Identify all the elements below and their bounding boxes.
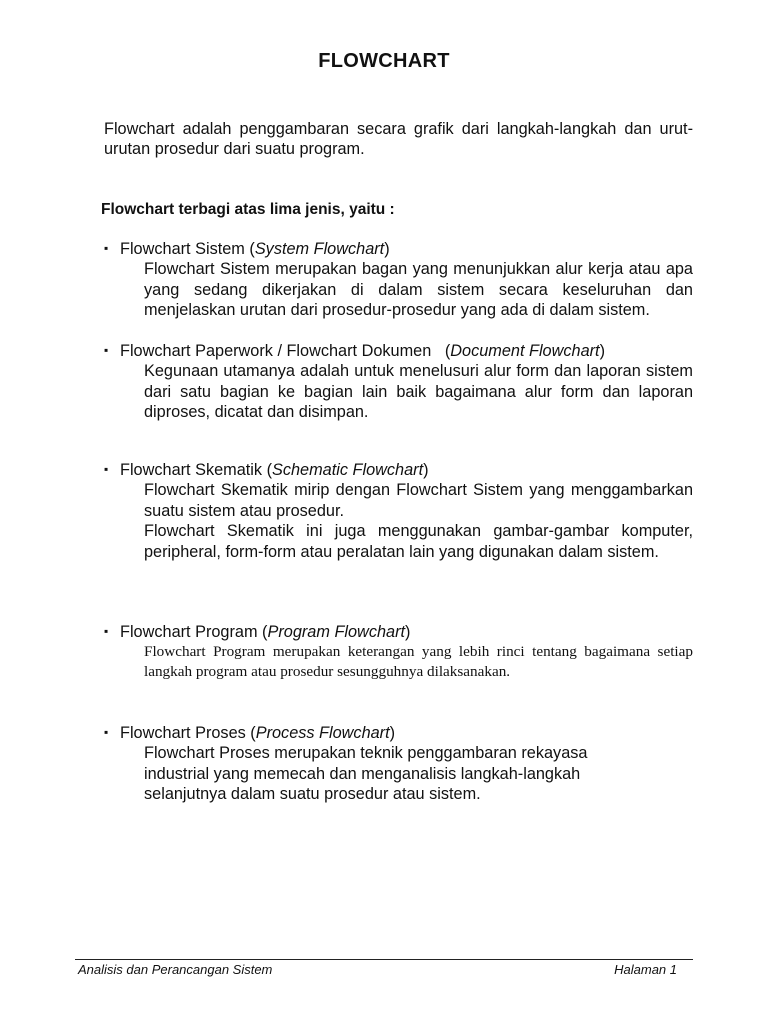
footer-divider [75, 959, 693, 960]
list-item-description: Flowchart Skematik mirip dengan Flowchart Sistem yang menggambarkan suatu sistem atau prosedur. Flowchart Skematik ini juga menggunakan gambar-gambar komputer, peripheral, form-form atau peralatan lain yang digunakan dalam sistem. [144, 481, 693, 561]
list-item-title: ▪ Flowchart Paperwork / Flowchart Dokumen (Document Flowchart) [104, 342, 605, 360]
bullet-icon: ▪ [104, 462, 109, 476]
bullet-icon: ▪ [104, 343, 109, 357]
list-item-description: Kegunaan utamanya adalah untuk menelusuri alur form dan laporan sistem dari satu bagian ke bagian lain baik bagaimana alur form dan laporan diproses, dicatat dan disimpan. [144, 362, 693, 421]
page-title: FLOWCHART [318, 50, 450, 72]
list-item-title: ▪ Flowchart Skematik (Schematic Flowchart) [104, 461, 429, 479]
intro-paragraph: Flowchart adalah penggambaran secara grafik dari langkah-langkah dan urut-urutan prosedur dari suatu program. [104, 120, 693, 158]
list-item-system-flowchart [104, 238, 693, 321]
list-item-program-flowchart [104, 621, 693, 682]
list-item-title: ▪ Flowchart Program (Program Flowchart) [104, 623, 411, 641]
list-item-title: ▪ Flowchart Sistem (System Flowchart) [104, 240, 390, 258]
footer-document-title: Analisis dan Perancangan Sistem [78, 962, 273, 977]
bullet-icon: ▪ [104, 725, 109, 739]
section-heading: Flowchart terbagi atas lima jenis, yaitu : [101, 201, 395, 218]
list-item-title: ▪ Flowchart Proses (Process Flowchart) [104, 724, 396, 742]
list-item-description: Flowchart Sistem merupakan bagan yang menunjukkan alur kerja atau apa yang sedang dikerjakan di dalam sistem secara keseluruhan dan menjelaskan urutan dari prosedur-prosedur yang ada di dalam sistem. [144, 260, 693, 319]
list-item-process-flowchart [104, 722, 693, 805]
bullet-icon: ▪ [104, 241, 109, 255]
list-item-schematic-flowchart [104, 459, 693, 562]
list-item-document-flowchart [104, 340, 693, 423]
list-item-description: Flowchart Program merupakan keterangan yang lebih rinci tentang bagaimana setiap langkah program atau prosedur sesungguhnya dilaksanakan. [144, 643, 693, 680]
bullet-icon: ▪ [104, 624, 109, 638]
list-item-description: Flowchart Proses merupakan teknik penggambaran rekayasa industrial yang memecah dan menganalisis langkah-langkah selanjutnya dalam suatu prosedur atau sistem. [144, 744, 588, 803]
footer-page-number: Halaman 1 [614, 962, 677, 977]
